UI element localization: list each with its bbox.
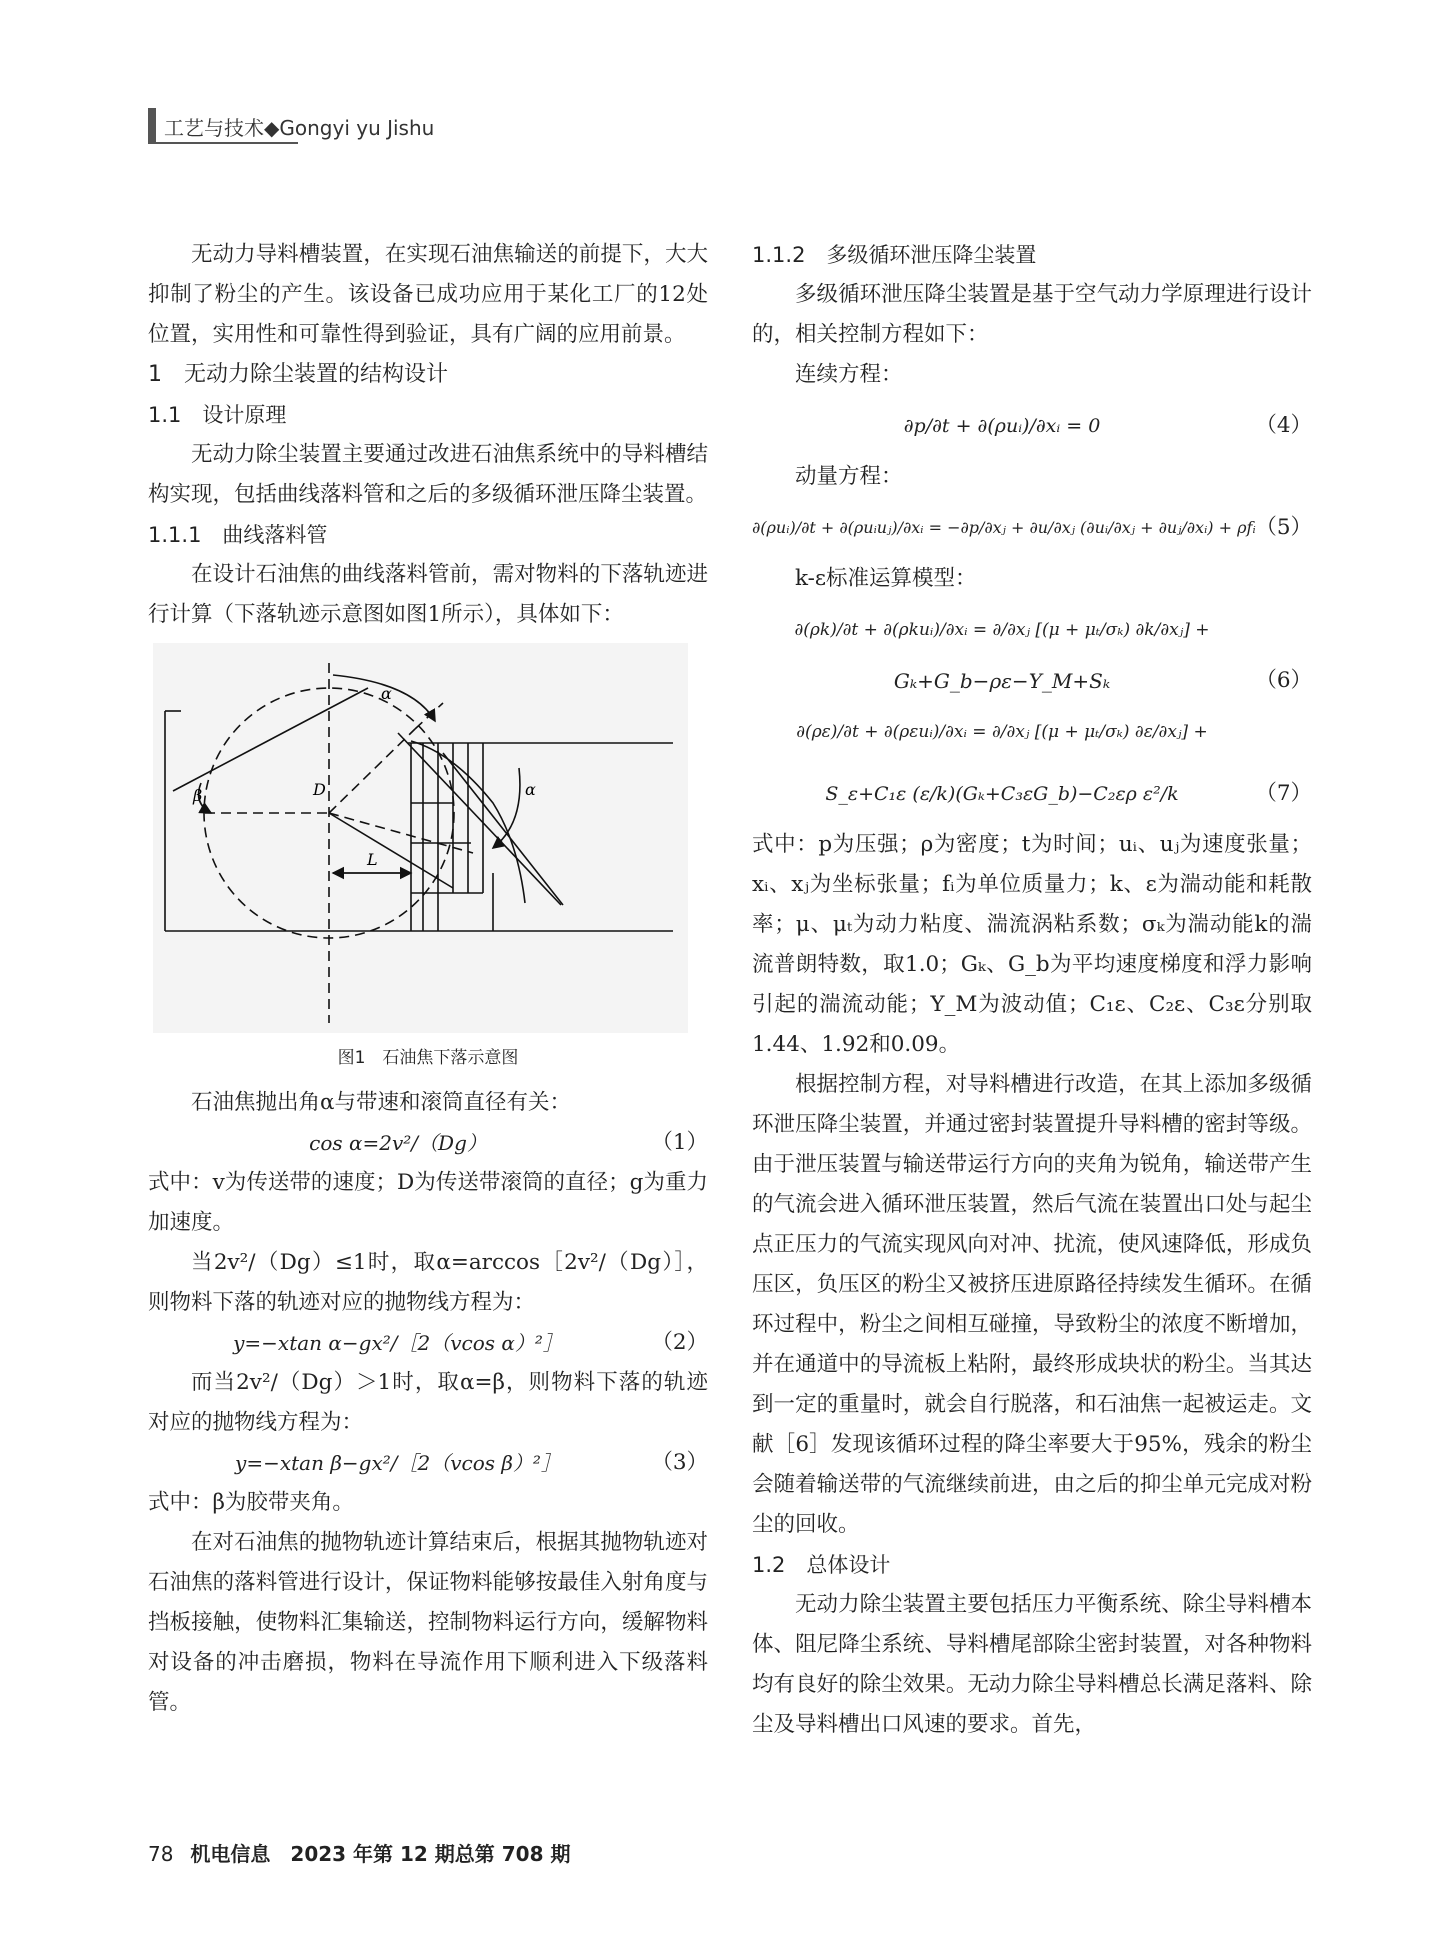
equation-7-line-1 [752, 701, 1312, 763]
continuity-label: 连续方程： [795, 362, 903, 387]
where-paragraph-2: 式中：β为胶带夹角。 [148, 1490, 354, 1515]
header-text: 工艺与技术◆Gongyi yu Jishu [164, 116, 435, 140]
design-paragraph: 在对石油焦的抛物轨迹计算结束后，根据其抛物轨迹对石油焦的落料管进行设计，保证物料能够按最佳入射角度与挡板接触，使物料汇集输送，控制物料运行方向，缓解物料对设备的冲击磨损，物料在导流作用下顺利进入下级落料管。 [148, 1530, 708, 1715]
equation-1-number: （1） [651, 1130, 708, 1155]
running-header [148, 108, 435, 144]
equation-6-number: （6） [1255, 668, 1312, 693]
equation-4-text: ∂p/∂t + ∂(ρuᵢ)/∂xᵢ = 0 [903, 415, 1101, 437]
equation-5-number: （5） [1255, 515, 1312, 540]
equation-7-number: （7） [1255, 781, 1312, 806]
equation-7-line-2 [752, 763, 1312, 825]
equation-1 [148, 1123, 708, 1163]
equation-6a-text: ∂(ρk)/∂t + ∂(ρkuᵢ)/∂xᵢ = ∂/∂xⱼ [(μ + μₜ/σₖ) ∂k/∂xⱼ] + [794, 620, 1210, 640]
right-column [752, 235, 1312, 1745]
equation-2 [148, 1323, 708, 1363]
where-paragraph-3: 式中：p为压强；ρ为密度；t为时间；uᵢ、uⱼ为速度张量；xᵢ、xⱼ为坐标张量；fᵢ为单位质量力；k、ε为湍动能和耗散率；μ、μₜ为动力粘度、湍流涡粘系数；σₖ为湍动能k的湍流普朗特数，取1.0；Gₖ、G_b为平均速度梯度和浮力影响引起的湍流动能；Y_M为波动值；C₁ε、C₂ε、C₃ε分别取1.44、1.92和0.09。 [752, 832, 1312, 1057]
equation-4 [752, 395, 1312, 457]
equation-1-text: cos α=2v²/（Dg） [309, 1131, 487, 1155]
equation-6b-text: Gₖ+G_b−ρε−Y_M+Sₖ [893, 669, 1111, 693]
equation-3-number: （3） [651, 1450, 708, 1475]
equation-2-text: y=−xtan α−gx²/［2（vcos α）²］ [233, 1331, 563, 1355]
alpha-paragraph: 石油焦抛出角α与带速和滚筒直径有关： [191, 1090, 572, 1115]
k-epsilon-label: k-ε标准运算模型： [795, 566, 977, 591]
equation-2-number: （2） [651, 1330, 708, 1355]
equation-4-number: （4） [1255, 413, 1312, 438]
figure-caption: 图1 石油焦下落示意图 [337, 1048, 519, 1068]
figure-1 [153, 643, 688, 1033]
header-bar [148, 108, 156, 142]
fig-beta-label: β [193, 786, 203, 805]
equation-5 [752, 497, 1312, 559]
equation-6-line-2 [752, 661, 1312, 701]
page-footer [148, 1838, 570, 1867]
momentum-label: 动量方程： [795, 464, 903, 489]
where-paragraph-1: 式中：v为传送带的速度；D为传送带滚筒的直径；g为重力加速度。 [148, 1170, 708, 1235]
equation-3-text: y=−xtan β−gx²/［2（vcos β）²］ [235, 1451, 561, 1475]
condition-paragraph-1: 当2v²/（Dg）≤1时，取α=arccos［2v²/（Dg）］，则物料下落的轨迹对应的抛物线方程为： [148, 1250, 708, 1315]
fig-l-label: L [367, 850, 378, 869]
equation-5-text: ∂(ρuᵢ)/∂t + ∂(ρuᵢuⱼ)/∂xᵢ = −∂p/∂xⱼ + ∂u/∂xⱼ (∂uᵢ/∂xⱼ + ∂uⱼ/∂xᵢ) + ρfᵢ [752, 518, 1256, 537]
control-paragraph: 根据控制方程，对导料槽进行改造，在其上添加多级循环泄压降尘装置，并通过密封装置提升导料槽的密封等级。由于泄压装置与输送带运行方向的夹角为锐角，输送带产生的气流会进入循环泄压装置，然后气流在装置出口处与起尘点正压力的气流实现风向对冲、扰流，使风速降低，形成负压区，负压区的粉尘又被挤压进原路径持续发生循环。在循环过程中，粉尘之间相互碰撞，导致粉尘的浓度不断增加，并在通道中的导流板上粘附，最终形成块状的粉尘。当其达到一定的重量时，就会自行脱落，和石油焦一起被运走。文献［6］发现该循环过程的降尘率要大于95%，残余的粉尘会随着输送带的气流继续前进，由之后的抑尘单元完成对粉尘的回收。 [752, 1072, 1312, 1537]
section-heading-1-1-1: 1.1.1 曲线落料管 [148, 523, 328, 547]
section-heading-1-1-2: 1.1.2 多级循环泄压降尘装置 [752, 243, 1037, 267]
fig-d-label: D [313, 780, 326, 799]
section-heading-1-1: 1.1 设计原理 [148, 403, 287, 427]
equation-3 [148, 1443, 708, 1483]
section-heading-1: 1 无动力除尘装置的结构设计 [148, 362, 448, 387]
fig-alpha-label-top: α [381, 684, 392, 703]
principle-paragraph: 无动力除尘装置主要通过改进石油焦系统中的导料槽结构实现，包括曲线落料管和之后的多级循环泄压降尘装置。 [148, 442, 708, 507]
page-number: 78 [148, 1842, 174, 1866]
journal-info: 机电信息 2023 年第 12 期总第 708 期 [190, 1842, 571, 1866]
fig-alpha-label-right: α [525, 780, 536, 799]
cyclic-intro-paragraph: 多级循环泄压降尘装置是基于空气动力学原理进行设计的，相关控制方程如下： [752, 282, 1312, 347]
trajectory-paragraph: 在设计石油焦的曲线落料管前，需对物料的下落轨迹进行计算（下落轨迹示意图如图1所示），具体如下： [148, 562, 708, 627]
equation-7a-text: ∂(ρε)/∂t + ∂(ρεuᵢ)/∂xᵢ = ∂/∂xⱼ [(μ + μₜ/σₖ) ∂ε/∂xⱼ] + [796, 722, 1208, 742]
equation-7b-text: S_ε+C₁ε (ε/k)(Gₖ+C₃εG_b)−C₂ερ ε²/k [825, 783, 1179, 805]
trajectory-diagram [153, 643, 688, 1033]
equation-6-line-1 [752, 599, 1312, 661]
condition-paragraph-2: 而当2v²/（Dg）＞1时，取α=β，则物料下落的轨迹对应的抛物线方程为： [148, 1370, 708, 1435]
section-heading-1-2: 1.2 总体设计 [752, 1553, 891, 1577]
intro-paragraph: 无动力导料槽装置，在实现石油焦输送的前提下，大大抑制了粉尘的产生。该设备已成功应用于某化工厂的12处位置，实用性和可靠性得到验证，具有广阔的应用前景。 [148, 242, 708, 347]
overall-design-paragraph: 无动力除尘装置主要包括压力平衡系统、除尘导料槽本体、阻尼降尘系统、导料槽尾部除尘密封装置，对各种物料均有良好的除尘效果。无动力除尘导料槽总长满足落料、除尘及导料槽出口风速的要求。首先， [752, 1592, 1312, 1737]
left-column [148, 235, 708, 1723]
